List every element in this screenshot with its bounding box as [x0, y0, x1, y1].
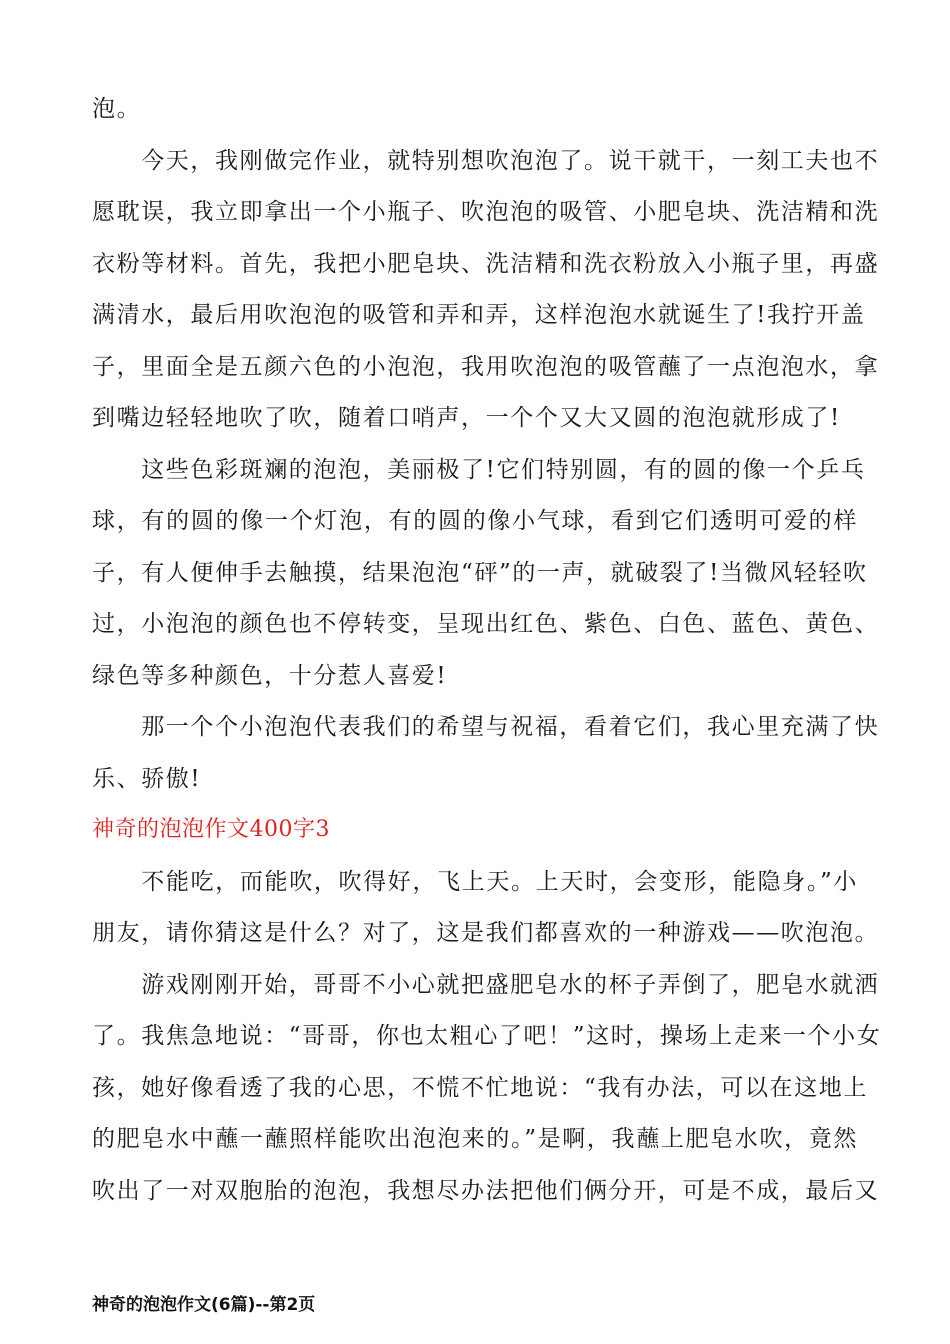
text-line: 这些色彩斑斓的泡泡，美丽极了!它们特别圆，有的圆的像一个乒乓: [92, 456, 866, 483]
section-heading: 神奇的泡泡作文400字3: [92, 817, 330, 842]
text-line: 过，小泡泡的颜色也不停转变，呈现出红色、紫色、白色、蓝色、黄色、: [92, 611, 880, 637]
text-line: 绿色等多种颜色，十分惹人喜爱!: [92, 662, 448, 689]
text-line: 孩，她好像看透了我的心思，不慌不忙地说：“我有办法，可以在这地上: [92, 1074, 868, 1101]
text-line: 的肥皂水中蘸一蘸照样能吹出泡泡来的。”是啊，我蘸上肥皂水吹，竟然: [92, 1126, 858, 1152]
text-line: 游戏刚刚开始，哥哥不小心就把盛肥皂水的杯子弄倒了，肥皂水就洒: [92, 971, 880, 998]
text-line: 满清水，最后用吹泡泡的吸管和弄和弄，这样泡泡水就诞生了!我拧开盖: [92, 302, 866, 328]
text-line: 了。我焦急地说：“哥哥，你也太粗心了吧！”这时，操场上走来一个小女: [92, 1023, 882, 1049]
text-line: 衣粉等材料。首先，我把小肥皂块、洗洁精和洗衣粉放入小瓶子里，再盛: [92, 250, 880, 277]
text-line: 到嘴边轻轻地吹了吹，随着口哨声，一个个又大又圆的泡泡就形成了!: [92, 405, 841, 431]
text-line: 今天，我刚做完作业，就特别想吹泡泡了。说干就干，一刻工夫也不: [92, 147, 880, 174]
text-line: 朋友，请你猜这是什么？对了，这是我们都喜欢的一种游戏——吹泡泡。: [92, 920, 880, 946]
text-line: 球，有的圆的像一个灯泡，有的圆的像小气球，看到它们透明可爱的样: [92, 508, 858, 534]
text-line: 子，里面全是五颜六色的小泡泡，我用吹泡泡的吸管蘸了一点泡泡水，拿: [92, 353, 880, 380]
text-line: 愿耽误，我立即拿出一个小瓶子、吹泡泡的吸管、小肥皂块、洗洁精和洗: [92, 199, 880, 225]
text-line: 泡。: [92, 96, 142, 122]
text-line: 不能吃，而能吹，吹得好，飞上天。上天时，会变形，能隐身。”小: [92, 868, 858, 895]
document-body: [92, 86, 882, 1219]
text-line: 乐、骄傲!: [92, 765, 202, 792]
text-line: 吹出了一对双胞胎的泡泡，我想尽办法把他们俩分开，可是不成，最后又: [92, 1177, 880, 1204]
text-line: 子，有人便伸手去触摸，结果泡泡“砰”的一声，就破裂了!当微风轻轻吹: [92, 559, 868, 586]
text-line: 那一个个小泡泡代表我们的希望与祝福，看着它们，我心里充满了快: [92, 714, 880, 740]
page-footer: 神奇的泡泡作文(6篇)--第2页: [92, 1295, 316, 1315]
